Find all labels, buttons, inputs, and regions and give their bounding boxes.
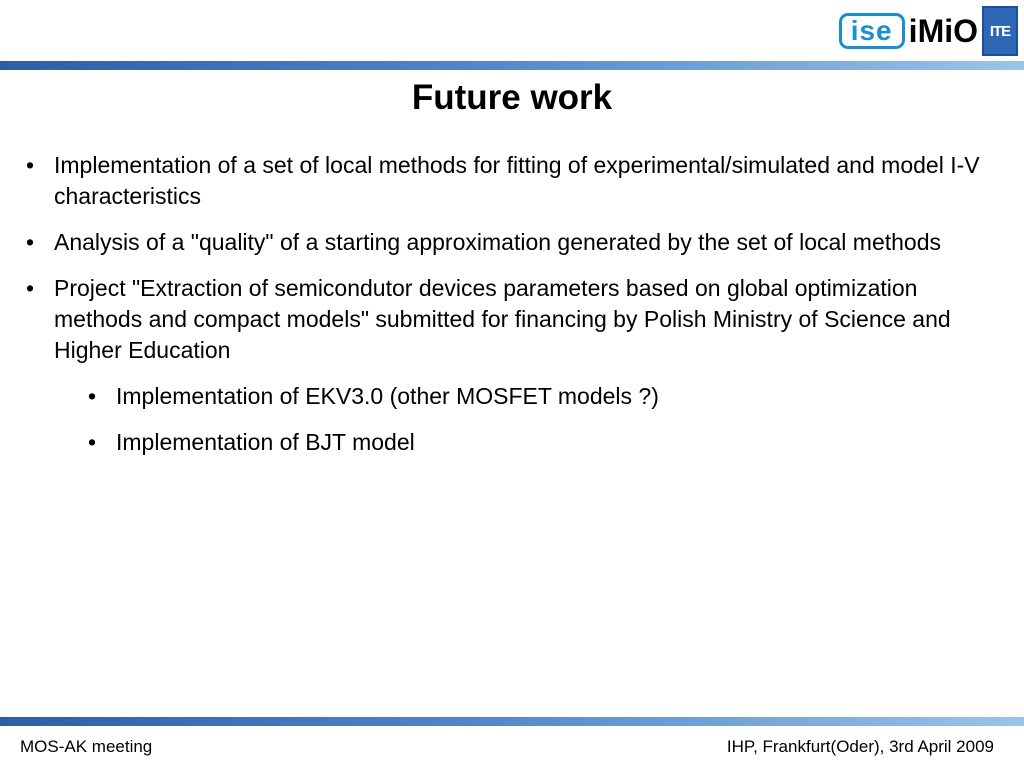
bullet-marker: • <box>88 429 97 455</box>
bullet-text: Implementation of BJT model <box>116 429 415 455</box>
imio-logo-text: iMiO <box>908 12 978 49</box>
sub-bullet-item <box>88 381 996 412</box>
logo-group <box>839 6 1018 56</box>
bullet-text: Implementation of a set of local methods for fitting of experimental/simulated and model I-V characteristics <box>54 152 980 209</box>
bullet-marker: • <box>26 275 35 301</box>
ise-logo <box>839 13 905 49</box>
bullet-item <box>26 227 996 258</box>
footer-location-date: IHP, Frankfurt(Oder), 3rd April 2009 <box>726 737 994 756</box>
ite-logo <box>982 6 1018 56</box>
ite-logo-text: ITE <box>989 22 1011 40</box>
imio-logo <box>909 11 978 51</box>
bullet-item <box>26 273 996 366</box>
footer-divider-bar <box>0 717 1024 726</box>
bullet-text: Analysis of a "quality" of a starting approximation generated by the set of local methods <box>54 229 941 255</box>
bullet-item <box>26 150 996 212</box>
header-divider-bar <box>0 61 1024 70</box>
slide-title: Future work <box>411 78 613 117</box>
sub-bullet-item <box>88 427 996 458</box>
bullet-marker: • <box>88 383 97 409</box>
bullet-text: Project "Extraction of semicondutor devices parameters based on global optimization methods and compact models" submitted for financing by Polish Ministry of Science and Higher Education <box>54 275 951 363</box>
bullet-marker: • <box>26 229 35 255</box>
ise-logo-text: ise <box>850 15 893 46</box>
slide-body <box>26 150 996 473</box>
footer-event: MOS-AK meeting <box>20 737 153 756</box>
bullet-text: Implementation of EKV3.0 (other MOSFET models ?) <box>116 383 659 409</box>
bullet-marker: • <box>26 152 35 178</box>
